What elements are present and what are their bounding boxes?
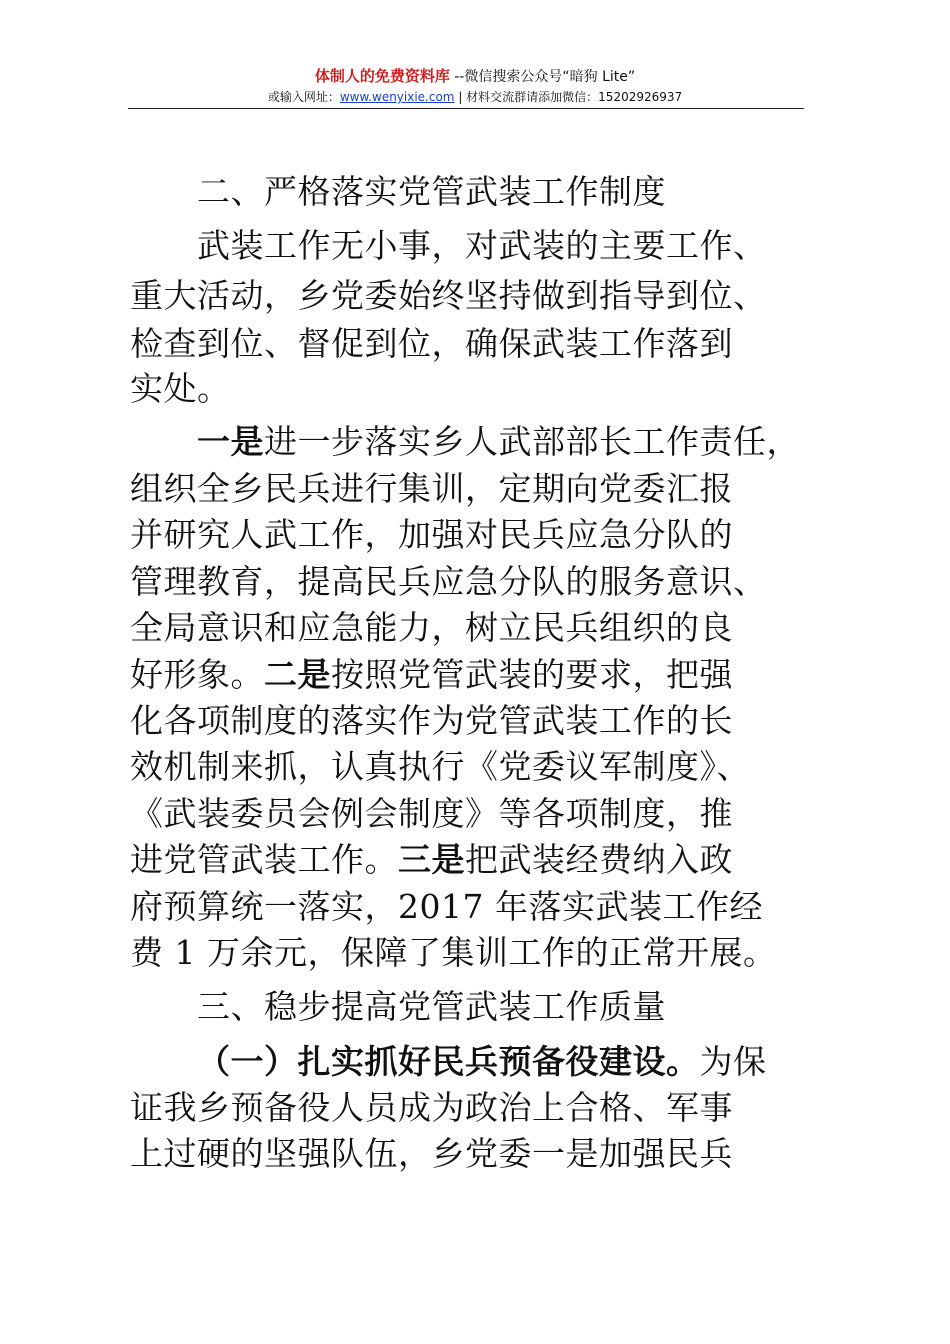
- text-run: 好形象。: [130, 655, 264, 694]
- paragraph-line: [197, 420, 800, 464]
- paragraph-line: [197, 1040, 767, 1084]
- bold-lead: 二是: [264, 655, 331, 694]
- text-run: 进党管武装工作。: [130, 840, 398, 879]
- text-run: 进一步落实乡人武部部长工作责任，: [264, 422, 800, 461]
- bold-lead: 三是: [398, 840, 465, 879]
- text-run: 把武装经费纳入政: [465, 840, 733, 879]
- wechat-note: --微信搜索公众号“暗狗 Lite”: [449, 69, 636, 85]
- paragraph-line: 实处。: [130, 369, 231, 408]
- paragraph-line: 武装工作无小事，对武装的主要工作、: [197, 226, 767, 265]
- section-heading-3: 三、稳步提高党管武装工作质量: [197, 987, 666, 1026]
- paragraph-line: 重大活动，乡党委始终坚持做到指导到位、: [130, 276, 767, 315]
- paragraph-line: 府预算统一落实，2017 年落实武装工作经: [130, 887, 763, 926]
- paragraph-line: [130, 653, 733, 697]
- page-header: [0, 66, 950, 106]
- site-link[interactable]: www.wenyixie.com: [339, 90, 455, 104]
- paragraph-line: 检查到位、督促到位，确保武装工作落到: [130, 324, 733, 363]
- paragraph-line: 组织全乡民兵进行集训，定期向党委汇报: [130, 469, 733, 508]
- text-run: 为保: [699, 1042, 767, 1081]
- section-heading-2: 二、严格落实党管武装工作制度: [197, 172, 666, 211]
- contact-note: | 材料交流群请添加微信：15202926937: [454, 90, 683, 104]
- paragraph-line: 《武装委员会例会制度》等各项制度，推: [130, 794, 733, 833]
- site-prefix: 或输入网址：: [267, 90, 340, 104]
- paragraph-line: 证我乡预备役人员成为政治上合格、军事: [130, 1088, 733, 1127]
- header-title-line: [0, 66, 950, 87]
- text-run: 按照党管武装的要求，把强: [331, 655, 733, 694]
- paragraph-line: 上过硬的坚强队伍，乡党委一是加强民兵: [130, 1134, 733, 1173]
- header-contact-line: [0, 88, 950, 106]
- library-name: 体制人的免费资料库: [314, 67, 450, 85]
- header-divider: [128, 108, 804, 109]
- paragraph-line: [130, 838, 733, 882]
- bold-lead: 一是: [197, 422, 264, 461]
- paragraph-line: 管理教育，提高民兵应急分队的服务意识、: [130, 562, 767, 601]
- paragraph-line: 费 1 万余元，保障了集训工作的正常开展。: [130, 933, 777, 972]
- subsection-heading: （一）扎实抓好民兵预备役建设。: [197, 1042, 700, 1081]
- paragraph-line: 化各项制度的落实作为党管武装工作的长: [130, 701, 733, 740]
- paragraph-line: 效机制来抓，认真执行《党委议军制度》、: [130, 747, 750, 786]
- paragraph-line: 全局意识和应急能力，树立民兵组织的良: [130, 608, 733, 647]
- paragraph-line: 并研究人武工作，加强对民兵应急分队的: [130, 515, 733, 554]
